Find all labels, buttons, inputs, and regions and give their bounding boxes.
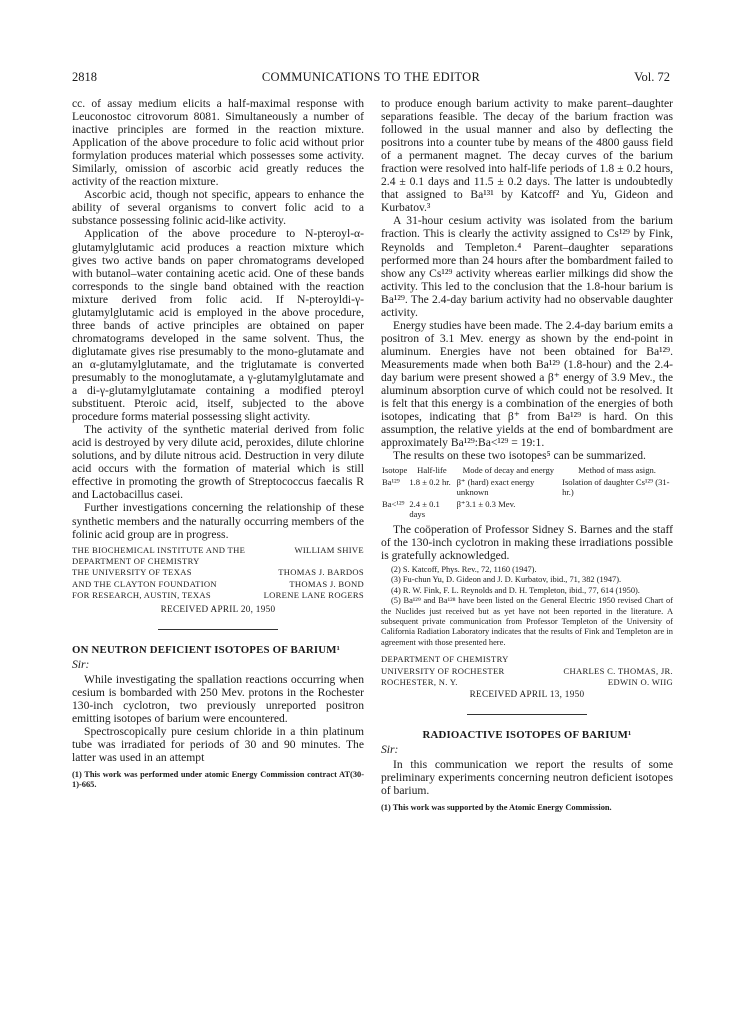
affiliation-line: DEPARTMENT OF CHEMISTRY [381,654,509,665]
page-header [72,70,670,86]
reference-item: (3) Fu-chun Yu, D. Gideon and J. D. Kurbatov, ibid., 71, 382 (1947). [391,575,622,585]
affiliation-line: THE BIOCHEMICAL INSTITUTE AND THE [72,544,246,555]
column-header: Mode of decay and energy [462,465,555,476]
reference-item: (5) Ba¹²⁹ and Ba¹²⁸ have been listed on the General Electric 1950 revised Chart of the Nuclides just received but as yet have not been reported in the literature. A subsequent private communication from Professor Templeton of the University of California Radiation Laboratory indicates that the results of Fink and Templeton are in agreement with those presented here. [381,596,673,647]
author-signature-block [72,545,364,616]
salutation: Sir: [72,657,90,671]
column-header: Half-life [417,465,447,476]
body-paragraph: The activity of the synthetic material derived from folic acid is destroyed by very dilute acid, peroxides, dilute chlorine solutions, and by dilute nitrous acid. Destruction in very dilute acid occurs with the formation of material which is still effective in promoting the growth of Streptococcus faecalis R and Lactobacillus casei. [72,423,364,502]
body-paragraph: Spectroscopically pure cesium chloride in a thin platinum tube was irradiated for periods of 30 and 90 minutes. The latter was used in an attempt [72,724,364,765]
references-list [381,565,673,648]
section-divider [467,714,587,715]
body-paragraph: Energy studies have been made. The 2.4-day barium emits a positron of 3.1 Mev. energy as shown by the end-point in aluminum. Energies have not been obtained for Ba¹²⁹. Measurements made when both Ba¹²⁹ (1.8-hour) and the 2.4-day barium were present showed a β⁺ energy of 3.9 Mev., the aluminum absorption curve of which could not be resolved. It is felt that this energy is a combination of the energies of both isotopes, indicating that β⁺ from Ba¹²⁹ is hard. On this assumption, the relative yields at the end of bombardment are approximately Ba¹²⁹:Ba<¹²⁹ = 19:1. [381,318,673,450]
table-cell: 2.4 ± 0.1 days [409,498,440,519]
author-name: THOMAS J. BARDOS [278,567,364,578]
body-paragraph: Ascorbic acid, though not specific, appears to enhance the ability of several organisms to convert folic acid to a substance possessing folinic acid-like activity. [72,188,364,228]
table-cell: β⁺3.1 ± 0.3 Mev. [456,498,516,509]
body-paragraph: Further investigations concerning the relationship of these synthetic members and the naturally occurring members of the folinic acid group are in progress. [72,501,364,541]
body-paragraph: In this communication we report the results of some preliminary experiments concerning neutron deficient isotopes of barium. [381,757,673,798]
table-cell: 1.8 ± 0.2 hr. [409,476,451,487]
affiliation-line: THE UNIVERSITY OF TEXAS [72,567,192,578]
affiliation-line: AND THE CLAYTON FOUNDATION [72,578,217,589]
body-paragraph: Application of the above procedure to N-pteroyl-α-glutamylglutamic acid produces a reaction mixture which gives two active bands on paper chromatograms developed with butanol–water containing acetic acid. One of these bands corresponds to the single band obtained with the reaction mixture derived from folic acid. If N-pteroyldi-γ-glutamylglutamic acid is employed in the above procedure, three bands of active principles are obtained on paper chromatograms developed in the same solvent. Thus, the diglutamate gives rise presumably to the mono-glutamate and an α-glutamylglutamate, and the triglutamate is converted presumably to the monoglutamate, a γ-glutamylglutamate and a di-γ-glutamylglutamate containing a modified pteroyl substituent. Pteroic acid, itself, subjected to the above procedure forms material possessing slight activity. [72,227,364,424]
table-cell: Ba¹²⁹ [382,476,400,487]
reference-item: (2) S. Katcoff, Phys. Rev., 72, 1160 (1947). [391,564,537,574]
table-row [381,476,673,498]
author-signature-block [381,654,673,701]
left-column [72,97,364,791]
column-header: Isotope [382,465,408,476]
table-row [381,498,673,520]
footnote: (1) This work was supported by the Atomic Energy Commission. [381,803,612,813]
footnote: (1) This work was performed under atomic Energy Commission contract AT(30-1)-665. [72,770,364,790]
affiliation-line: FOR RESEARCH, AUSTIN, TEXAS [72,590,212,601]
column-header: Method of mass asign. [578,465,656,476]
article-title: RADIOACTIVE ISOTOPES OF BARIUM¹ [422,728,632,741]
body-paragraph: to produce enough barium activity to make parent–daughter separations feasible. The decay of the barium fraction was followed in the usual manner and also by deflecting the positrons into a counter tube by means of the 4800 gauss field of a permanent magnet. The decay curves of the barium fraction were resolved into half-life periods of 1.8 ± 0.2 hours, 2.4 ± 0.1 days and 11.5 ± 0.2 days. The latter is undoubtedly that assigned to Ba¹³¹ by Katcoff² and Yu, Gideon and Kurbatov.³ [381,97,673,215]
affiliation-line: DEPARTMENT OF CHEMISTRY [72,556,200,566]
author-name: WILLIAM SHIVE [294,544,364,555]
right-column [381,97,673,813]
section-divider [158,629,278,630]
table-cell: β⁺ (hard) exact energy unknown [456,476,535,497]
table-cell: Isolation of daughter Cs¹²⁹ (31-hr.) [562,476,670,497]
body-paragraph: While investigating the spallation reactions occurring when cesium is bombarded with 250 Mev. protons in the Rochester 130-inch cyclotron, two previously unreported positron emitting isotopes of barium were encountered. [72,672,364,725]
volume-label: Vol. 72 [634,70,670,84]
affiliation-line: UNIVERSITY OF ROCHESTER [381,665,505,676]
body-paragraph: The results on these two isotopes⁵ can be summarized. [393,449,646,463]
article-title: ON NEUTRON DEFICIENT ISOTOPES OF BARIUM¹ [72,643,341,656]
body-paragraph: cc. of assay medium elicits a half-maximal response with Leuconostoc citrovorum 8081. Simultaneously a number of inactive principles are formed in the reaction mixture. Application of the above procedure to folic acid without prior formylation produces material which possesses some activity. Similarly, omission of ascorbic acid greatly reduces the activity of the reaction mixture. [72,97,364,189]
table-header-row [381,466,673,476]
author-name: CHARLES C. THOMAS, JR. [563,665,673,676]
table-cell [561,498,673,520]
acknowledgement-paragraph: The coöperation of Professor Sidney S. Barnes and the staff of the 130-inch cyclotron in making these irradiations possible is gratefully acknowledged. [381,522,673,562]
author-name: EDWIN O. WIIG [607,677,673,688]
reference-item: (4) R. W. Fink, F. L. Reynolds and D. H. Templeton, ibid., 77, 614 (1950). [391,585,640,595]
page-number: 2818 [72,70,97,84]
received-date: RECEIVED APRIL 13, 1950 [469,689,585,700]
affiliation-line: ROCHESTER, N. Y. [381,677,458,688]
body-paragraph: A 31-hour cesium activity was isolated from the barium fraction. This is clearly the activity assigned to Cs¹²⁹ by Fink, Reynolds and Templeton.⁴ Parent–daughter separations performed more than 24 hours after the bombardment failed to show any Cs¹²⁹ activity whereas earlier milkings did show the activity. This led to the conclusion that the 1.8-hour barium is Ba¹²⁹. The 2.4-day barium activity had no observable daughter activity. [381,214,673,319]
table-cell: Ba<¹²⁹ [382,498,405,509]
isotope-table [381,466,673,520]
author-name: LORENE LANE ROGERS [263,590,364,601]
author-name: THOMAS J. BOND [289,578,364,589]
running-title: COMMUNICATIONS TO THE EDITOR [261,70,481,84]
salutation: Sir: [381,742,399,756]
received-date: RECEIVED APRIL 20, 1950 [160,603,276,614]
